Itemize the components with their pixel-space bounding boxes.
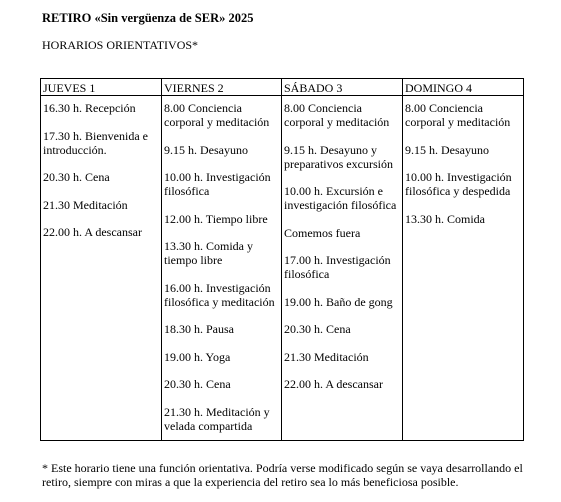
schedule-item: 22.00 h. A descansar [43,225,142,239]
day-column-domingo [403,96,524,441]
schedule-item: 21.30 Meditación [43,197,128,212]
schedule-item: 9.15 h. Desayuno y preparativos excursión [284,142,393,171]
schedule-table [40,78,524,441]
day-column-sabado [282,96,403,441]
schedule-item: 19.00 h. Yoga [164,349,231,364]
schedule-item: 10.00 h. Investigación filosófica [164,170,271,198]
day-column-viernes [162,96,282,441]
schedule-header-row [41,79,524,96]
schedule-item: 13.30 h. Comida [405,211,485,226]
schedule-item: 21.30 Meditación [284,349,369,364]
schedule-item: 8.00 Conciencia corporal y meditación [284,101,390,129]
schedule-item: 21.30 h. Meditación y velada compartida [164,404,270,433]
day-column-jueves [41,96,162,441]
schedule-item: 16.30 h. Recepción [43,101,136,115]
document-title: RETIRO «Sin vergüenza de SER» 2025 [42,11,254,25]
day-header-viernes: VIERNES 2 [162,79,282,96]
day-header-jueves: JUEVES 1 [41,79,162,96]
schedule-body-row [41,96,524,441]
day-header-domingo: DOMINGO 4 [403,79,524,96]
schedule-item: Comemos fuera [284,225,361,240]
schedule-item: 20.30 h. Cena [284,322,351,336]
day-header-sabado: SÁBADO 3 [282,79,403,96]
schedule-item: 9.15 h. Desayuno [405,142,489,157]
schedule-item: 12.00 h. Tiempo libre [164,211,268,226]
schedule-item: 17.00 h. Investigación filosófica [284,253,391,281]
schedule-item: 8.00 Conciencia corporal y meditación [405,101,511,129]
schedule-item: 20.30 h. Cena [43,170,110,184]
schedule-item: 13.30 h. Comida y tiempo libre [164,239,253,267]
schedule-item: 22.00 h. A descansar [284,377,383,391]
schedule-item: 20.30 h. Cena [164,377,231,391]
schedule-item: 16.00 h. Investigación filosófica y meditación [164,280,275,309]
schedule-item: 10.00 h. Excursión e investigación filosófica [284,184,397,212]
schedule-item: 19.00 h. Baño de gong [284,294,393,309]
footnote: * Este horario tiene una función orientativa. Podría verse modificado según se vaya desarrollando el retiro, siempre con miras a que la experiencia del retiro sea lo más beneficiosa posible. [42,461,523,489]
schedule-item: 18.30 h. Pausa [164,322,234,336]
schedule-item: 8.00 Conciencia corporal y meditación [164,101,270,129]
schedule-item: 9.15 h. Desayuno [164,142,248,157]
document-subtitle: HORARIOS ORIENTATIVOS* [42,38,199,52]
schedule-item: 10.00 h. Investigación filosófica y despedida [405,170,512,198]
schedule-item: 17.30 h. Bienvenida e introducción. [43,128,148,157]
